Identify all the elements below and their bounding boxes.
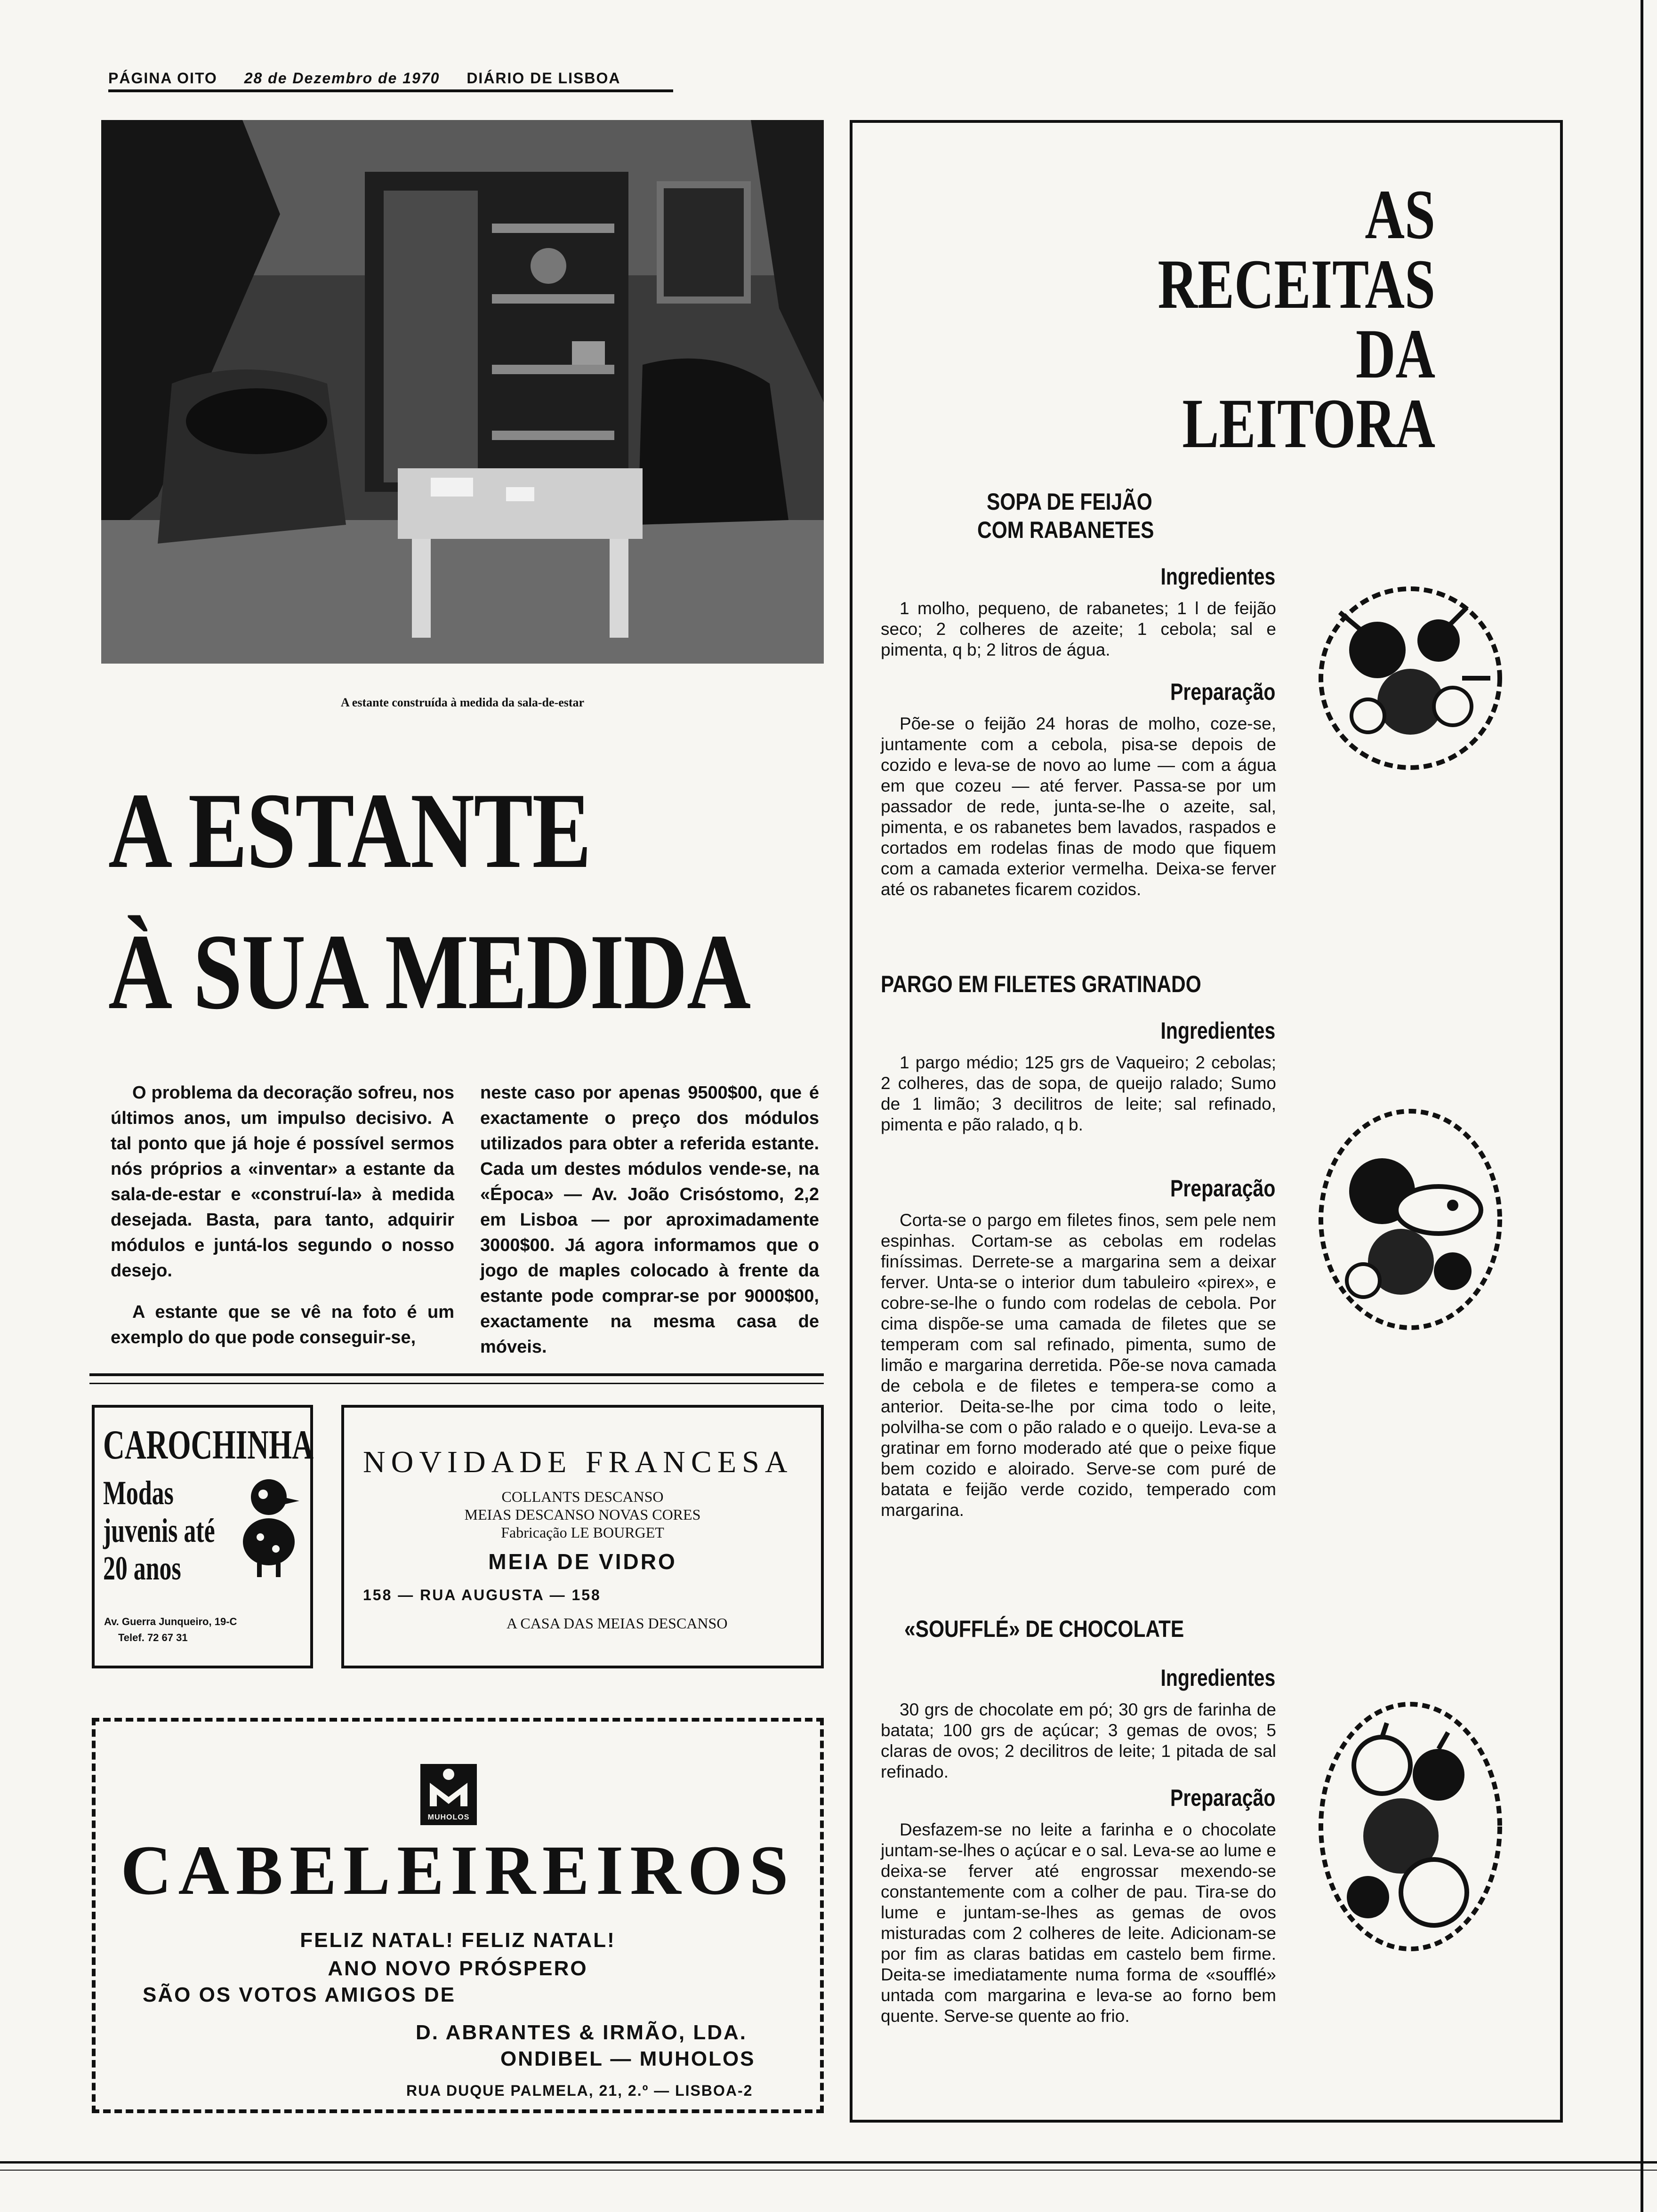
recipe3-ingredients-label: Ingredientes [1160,1665,1275,1691]
carochinha-address: Av. Guerra Junqueiro, 19-C [104,1616,237,1627]
recipe3-preparation-label: Preparação [1170,1785,1275,1811]
article-column-1 [111,1080,454,1366]
cabeleireiros-line1: FELIZ NATAL! FELIZ NATAL! [300,1929,616,1952]
article-rule [89,1373,824,1376]
carochinha-name: CAROCHINHA [103,1422,314,1468]
article-title-line1: A ESTANTE [108,770,591,890]
article-title-line2: À SUA MEDIDA [108,912,750,1032]
novidade-line1: COLLANTS DESCANSO [501,1488,664,1505]
article-rule-thin [89,1383,824,1384]
recipes-title-l1: AS [1365,176,1435,254]
carochinha-line2: juvenis até [103,1512,215,1549]
novidade-shop: MEIA DE VIDRO [488,1549,677,1574]
recipe1-ingredients-text: 1 molho, pequeno, de rabanetes; 1 l de feijão seco; 2 colheres de azeite; 1 cebola; sal e pimenta, q b; 2 litros de água. [881,599,1276,659]
muholos-logo-icon [420,1764,477,1811]
recipe2-preparation [881,1210,1276,1521]
novidade-tagline: A CASA DAS MEIAS DESCANSO [507,1615,728,1632]
recipe1-preparation [881,713,1276,900]
ad-cabeleireiros [92,1718,824,2113]
recipe3-ingredients [881,1699,1276,1782]
cabeleireiros-title: CABELEIREIROS [121,1831,795,1909]
recipes-panel [850,120,1563,2123]
recipe2-preparation-label: Preparação [1170,1175,1275,1202]
article-column-2 [480,1080,819,1376]
photo-caption: A estante construída à medida da sala-de-estar [340,696,585,709]
recipe3-ingredients-text: 30 grs de chocolate em pó; 30 grs de farinha de batata; 100 grs de açúcar; 3 gemas de ovos; 5 claras de ovos; 2 decilitros de leite; 1 pitada de sal refinado. [881,1700,1276,1781]
recipe3-name: «SOUFFLÉ» DE CHOCOLATE [904,1616,1184,1642]
muholos-logo-text: MUHOLOS [427,1813,470,1821]
ad-novidade-francesa [341,1405,824,1668]
carochinha-phone: Telef. 72 67 31 [118,1632,188,1643]
recipe3-preparation [881,1819,1276,2027]
fruits-illustration-icon [1311,1695,1509,1958]
muholos-logo [420,1764,477,1825]
vegetables-illustration-icon [1311,575,1509,782]
recipes-title-l3: DA [1356,315,1435,393]
recipes-title-l2: RECEITAS [1158,245,1435,323]
recipe1-ingredients [881,598,1276,660]
fish-vegetables-illustration-icon [1311,1102,1509,1337]
living-room-photo [101,120,824,664]
article-paragraph: O problema da decoração sofreu, nos últimos anos, um impulso decisivo. A tal ponto que já hoje é possível sermos nós próprios a «inventar» a estante da sala-de-estar e «construí-la» à medida desejada. Basta, para tanto, adquirir módulos e juntá-los segundo o nosso desejo. [111,1083,454,1281]
article-paragraph: A estante que se vê na foto é um exemplo do que pode conseguir-se, [111,1302,454,1347]
recipe1-preparation-label: Preparação [1170,679,1275,705]
cabeleireiros-brands: ONDIBEL — MUHOLOS [500,2047,756,2070]
newspaper-name: DIÁRIO DE LISBOA [467,70,621,87]
recipe2-ingredients [881,1052,1276,1135]
carochinha-line3: 20 anos [103,1549,181,1587]
novidade-title: NOVIDADE FRANCESA [363,1445,793,1479]
recipe1-name-l2: COM RABANETES [977,517,1154,543]
bird-mascot-icon [236,1474,302,1582]
page-right-edge [1641,0,1643,2212]
novidade-address: 158 — RUA AUGUSTA — 158 [363,1587,601,1603]
page-bottom-rule-thin [0,2170,1657,2171]
page-date: 28 de Dezembro de 1970 [244,70,440,87]
novidade-line2: MEIAS DESCANSO NOVAS CORES [464,1506,701,1523]
recipes-title-l4: LEITORA [1182,385,1435,463]
recipe1-name-l1: SOPA DE FEIJÃO [987,489,1152,515]
page-bottom-rule [0,2161,1657,2164]
photo-illustration [101,120,824,664]
carochinha-line1: Modas [103,1474,174,1512]
recipe2-ingredients-text: 1 pargo médio; 125 grs de Vaqueiro; 2 cebolas; 2 colheres, das de sopa, de queijo ralado; Sumo de 1 limão; 3 decilitros de leite; sal refinado, pimenta e pão ralado, q b. [881,1053,1276,1134]
novidade-line3: Fabricação LE BOURGET [501,1524,664,1541]
recipe1-ingredients-label: Ingredientes [1160,563,1275,590]
cabeleireiros-company: D. ABRANTES & IRMÃO, LDA. [416,2021,748,2044]
cabeleireiros-line2: ANO NOVO PRÓSPERO [328,1957,588,1980]
page-number: PÁGINA OITO [108,70,217,87]
cabeleireiros-address: RUA DUQUE PALMELA, 21, 2.º — LISBOA-2 [406,2082,753,2099]
article-paragraph: neste caso por apenas 9500$00, que é exactamente o preço dos módulos utilizados para obter a referida estante. Cada um destes módulos vende-se, na «Época» — Av. João Crisóstomo, 2,2 em Lisboa — por aproximadamente 3000$00. Já agora informamos que o jogo de maples colocado à frente da estante pode comprar-se por 9000$00, exactamente na mesma casa de móveis. [480,1083,819,1357]
recipe2-preparation-text: Corta-se o pargo em filetes finos, sem pele nem espinhas. Cortam-se as cebolas em rodelas finíssimas. Derrete-se a margarina sem a deixar ferver. Unta-se o interior dum tabuleiro «pirex», e cobre-se-lhe o fundo com rodelas de cebola. Por cima dispõe-se uma camada de filetes que se temperam com sal refinado, pimenta, sumo de limão e margarina derretida. Põe-se nova camada de cebola e de filetes e tempera-se como a anterior. Deita-se-lhe por cima todo o leite, polvilha-se com o pão ralado e o queijo. Leva-se a gratinar em forno moderado até que o peixe fique bem cozido e aloirado. Serve-se com puré de batata e feijão verde cozido, temperado com margarina. [881,1210,1276,1520]
page-header [108,70,642,87]
cabeleireiros-line3: SÃO OS VOTOS AMIGOS DE [143,1983,456,2006]
recipe2-ingredients-label: Ingredientes [1160,1018,1275,1044]
ad-carochinha [92,1405,313,1668]
recipe1-preparation-text: Põe-se o feijão 24 horas de molho, coze-se, juntamente com a cebola, pisa-se depois de cozido e leva-se de novo ao lume — com a água em que cozeu — até ferver. Passa-se por um passador de rede, junta-se-lhe o azeite, sal, pimenta, e os rabanetes bem lavados, raspados e cortados em rodelas finas de modo que fiquem com a camada exterior vermelha. Deixa-se ferver até os rabanetes ficarem cozidos. [881,714,1276,899]
recipe2-name: PARGO EM FILETES GRATINADO [881,971,1201,997]
recipe3-preparation-text: Desfazem-se no leite a farinha e o chocolate juntam-se-lhes o açúcar e o sal. Leva-se ao lume e deixa-se ferver até engrossar mexendo-se constantemente com a colher de pau. Tira-se do lume e juntam-se-lhes as gemas de ovos misturadas com 2 colheres de leite. Adicionam-se por fim as claras batidas em castelo bem firme. Deita-se imediatamente numa forma de «soufflé» untada com margarina e leva-se ao forno bem quente. Serve-se quente ao frio. [881,1820,1276,2026]
header-rule [108,89,673,92]
